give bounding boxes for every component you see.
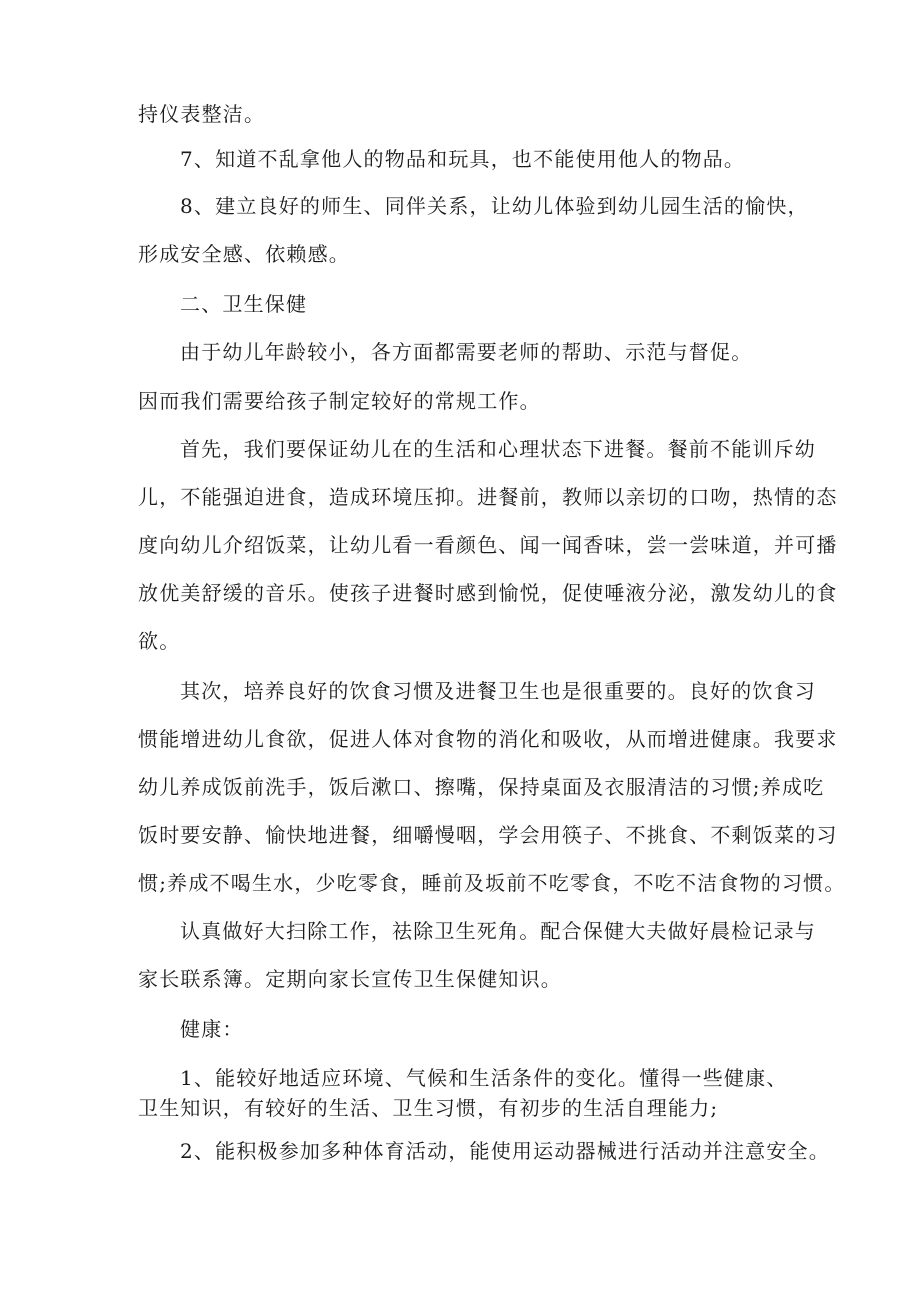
paragraph-line: 惯;养成不喝生水，少吃零食，睡前及坂前不吃零食，不吃不洁食物的习惯。 bbox=[138, 871, 846, 895]
list-item-1: 1、能较好地适应环境、气候和生活条件的变化。懂得一些健康、 bbox=[180, 1066, 788, 1090]
section-heading: 二、卫生保健 bbox=[180, 292, 308, 316]
paragraph-line: 因而我们需要给孩子制定较好的常规工作。 bbox=[138, 389, 541, 413]
list-item-7: 7、知道不乱拿他人的物品和玩具，也不能使用他人的物品。 bbox=[180, 147, 746, 171]
paragraph-line: 欲。 bbox=[138, 629, 181, 653]
list-item-8: 8、建立良好的师生、同伴关系，让幼儿体验到幼儿园生活的愉快， bbox=[180, 194, 809, 218]
section-heading: 健康： bbox=[180, 1017, 244, 1041]
paragraph-line: 家长联系簿。定期向家长宣传卫生保健知识。 bbox=[138, 967, 562, 991]
paragraph-line: 儿，不能强迫进食，造成环境压抑。进餐前，教师以亲切的口吻，热情的态 bbox=[138, 485, 838, 509]
list-item-1-cont: 卫生知识，有较好的生活、卫生习惯，有初步的生活自理能力; bbox=[138, 1096, 719, 1120]
paragraph-line: 幼儿养成饭前洗手，饭后漱口、擦嘴，保持桌面及衣服清洁的习惯;养成吃 bbox=[138, 775, 825, 799]
paragraph-line: 饭时要安静、愉快地进餐，细嚼慢咽，学会用筷子、不挑食、不剩饭菜的习 bbox=[138, 823, 838, 847]
text-line: 持仪表整洁。 bbox=[138, 102, 266, 126]
paragraph-line: 放优美舒缓的音乐。使孩子进餐时感到愉悦，促使唾液分泌，激发幼儿的食 bbox=[138, 581, 838, 605]
paragraph-line: 首先，我们要保证幼儿在的生活和心理状态下进餐。餐前不能训斥幼 bbox=[180, 437, 816, 461]
paragraph-line: 认真做好大扫除工作，祛除卫生死角。配合保健大夫做好晨检记录与 bbox=[180, 919, 816, 943]
paragraph-line: 惯能增进幼儿食欲，促进人体对食物的消化和吸收，从而增进健康。我要求 bbox=[138, 727, 838, 751]
list-item-2: 2、能积极参加多种体育活动，能使用运动器械进行活动并注意安全。 bbox=[180, 1139, 830, 1163]
paragraph-line: 其次，培养良好的饮食习惯及进餐卫生也是很重要的。良好的饮食习 bbox=[180, 679, 816, 703]
text-line: 形成安全感、依赖感。 bbox=[138, 242, 350, 266]
paragraph-line: 度向幼儿介绍饭菜，让幼儿看一看颜色、闻一闻香味，尝一尝味道，并可播 bbox=[138, 533, 838, 557]
paragraph-line: 由于幼儿年龄较小，各方面都需要老师的帮助、示范与督促。 bbox=[180, 340, 753, 364]
